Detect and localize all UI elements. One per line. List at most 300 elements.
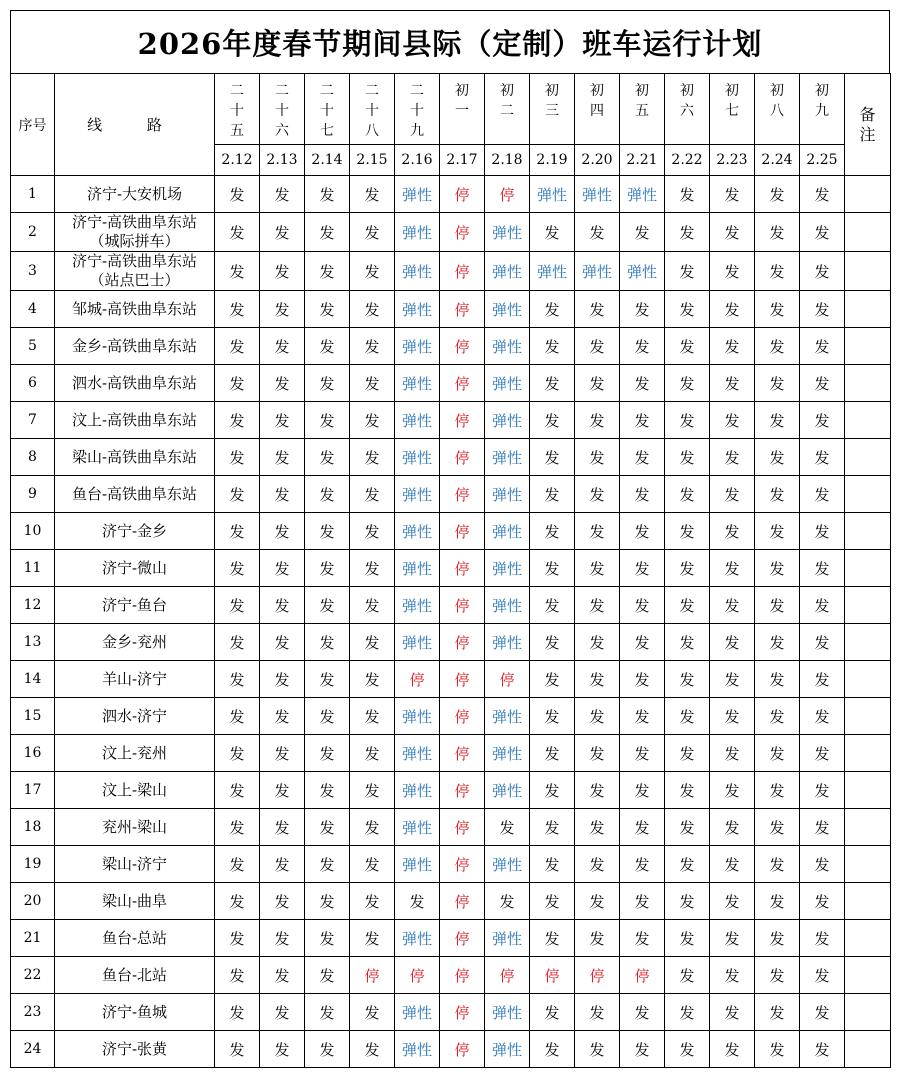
- status-cell: 发: [215, 698, 260, 735]
- row-number: 24: [11, 1031, 55, 1068]
- status-cell: 发: [260, 624, 305, 661]
- route-name: 梁山-济宁: [55, 846, 215, 883]
- row-number: 18: [11, 809, 55, 846]
- status-cell: 弹性: [485, 439, 530, 476]
- status-cell: 发: [620, 587, 665, 624]
- status-cell: 停: [440, 772, 485, 809]
- status-cell: 发: [800, 291, 845, 328]
- status-cell: 发: [665, 550, 710, 587]
- status-cell: 发: [755, 176, 800, 213]
- status-cell: 发: [215, 624, 260, 661]
- route-name: 金乡-高铁曲阜东站: [55, 328, 215, 365]
- header-date: 2.21: [620, 145, 665, 176]
- header-lunar-day: [575, 74, 620, 145]
- status-cell: 弹性: [395, 587, 440, 624]
- status-cell: 发: [800, 439, 845, 476]
- route-name: 邹城-高铁曲阜东站: [55, 291, 215, 328]
- status-cell: 发: [215, 176, 260, 213]
- status-cell: 弹性: [395, 624, 440, 661]
- status-cell: 发: [620, 476, 665, 513]
- status-cell: 停: [575, 957, 620, 994]
- status-cell: 停: [440, 1031, 485, 1068]
- status-cell: 停: [440, 994, 485, 1031]
- status-cell: 发: [530, 476, 575, 513]
- status-cell: 发: [710, 587, 755, 624]
- status-cell: 停: [530, 957, 575, 994]
- header-lunar-day: [530, 74, 575, 145]
- row-number: 12: [11, 587, 55, 624]
- status-cell: 发: [485, 883, 530, 920]
- status-cell: 发: [530, 883, 575, 920]
- row-number: 10: [11, 513, 55, 550]
- status-cell: 发: [800, 624, 845, 661]
- table-row: [11, 176, 891, 213]
- table-row: [11, 587, 891, 624]
- status-cell: 发: [665, 176, 710, 213]
- status-cell: 发: [530, 698, 575, 735]
- status-cell: 发: [215, 809, 260, 846]
- status-cell: 发: [710, 213, 755, 252]
- header-date: 2.18: [485, 145, 530, 176]
- row-number: 11: [11, 550, 55, 587]
- status-cell: 发: [800, 252, 845, 291]
- status-cell: 发: [665, 328, 710, 365]
- status-cell: 发: [620, 883, 665, 920]
- table-row: [11, 213, 891, 252]
- table-row: [11, 920, 891, 957]
- status-cell: 发: [620, 291, 665, 328]
- header-lunar-day: [665, 74, 710, 145]
- status-cell: 发: [620, 920, 665, 957]
- status-cell: 发: [260, 809, 305, 846]
- table-row: [11, 624, 891, 661]
- status-cell: 发: [260, 176, 305, 213]
- table-row: [11, 328, 891, 365]
- status-cell: 发: [800, 698, 845, 735]
- status-cell: 发: [620, 213, 665, 252]
- status-cell: 发: [665, 624, 710, 661]
- status-cell: 弹性: [620, 252, 665, 291]
- status-cell: 发: [305, 661, 350, 698]
- status-cell: 发: [575, 291, 620, 328]
- status-cell: 发: [305, 476, 350, 513]
- status-cell: 弹性: [485, 365, 530, 402]
- status-cell: 弹性: [485, 735, 530, 772]
- header-lunar-day: [755, 74, 800, 145]
- status-cell: 发: [710, 772, 755, 809]
- lunar-day-label: 二十六: [275, 83, 289, 139]
- status-cell: 发: [575, 883, 620, 920]
- status-cell: 发: [800, 1031, 845, 1068]
- status-cell: 发: [800, 809, 845, 846]
- status-cell: 发: [350, 735, 395, 772]
- status-cell: 停: [440, 213, 485, 252]
- status-cell: 发: [755, 213, 800, 252]
- status-cell: 停: [440, 587, 485, 624]
- table-row: [11, 402, 891, 439]
- status-cell: 发: [620, 698, 665, 735]
- status-cell: 发: [260, 698, 305, 735]
- status-cell: 发: [620, 1031, 665, 1068]
- status-cell: 发: [665, 291, 710, 328]
- header-date: 2.25: [800, 145, 845, 176]
- status-cell: 发: [620, 846, 665, 883]
- status-cell: 发: [215, 513, 260, 550]
- status-cell: 发: [530, 920, 575, 957]
- table-row: [11, 698, 891, 735]
- note-cell: [845, 513, 891, 550]
- status-cell: 发: [350, 1031, 395, 1068]
- row-number: 1: [11, 176, 55, 213]
- status-cell: 发: [620, 439, 665, 476]
- status-cell: 发: [800, 920, 845, 957]
- status-cell: 弹性: [395, 402, 440, 439]
- status-cell: 弹性: [395, 809, 440, 846]
- status-cell: 发: [215, 1031, 260, 1068]
- row-number: 7: [11, 402, 55, 439]
- status-cell: 弹性: [485, 1031, 530, 1068]
- status-cell: 发: [305, 176, 350, 213]
- status-cell: 发: [665, 698, 710, 735]
- status-cell: 发: [350, 661, 395, 698]
- status-cell: 发: [710, 476, 755, 513]
- header-lunar-day: [620, 74, 665, 145]
- header-date: 2.23: [710, 145, 755, 176]
- status-cell: 停: [440, 291, 485, 328]
- status-cell: 停: [440, 176, 485, 213]
- status-cell: 发: [260, 846, 305, 883]
- status-cell: 发: [665, 513, 710, 550]
- status-cell: 发: [755, 252, 800, 291]
- note-cell: [845, 846, 891, 883]
- status-cell: 弹性: [485, 513, 530, 550]
- status-cell: 停: [440, 624, 485, 661]
- status-cell: 发: [755, 476, 800, 513]
- status-cell: 发: [710, 698, 755, 735]
- status-cell: 弹性: [395, 176, 440, 213]
- table-row: [11, 994, 891, 1031]
- lunar-day-label: 二十七: [320, 83, 334, 139]
- row-number: 8: [11, 439, 55, 476]
- status-cell: 发: [350, 698, 395, 735]
- status-cell: 发: [755, 550, 800, 587]
- status-cell: 发: [530, 550, 575, 587]
- status-cell: 发: [665, 957, 710, 994]
- status-cell: 发: [755, 328, 800, 365]
- status-cell: 发: [305, 624, 350, 661]
- status-cell: 发: [575, 328, 620, 365]
- status-cell: 发: [350, 291, 395, 328]
- route-name: 羊山-济宁: [55, 661, 215, 698]
- status-cell: 发: [305, 920, 350, 957]
- table-row: [11, 513, 891, 550]
- route-name: 济宁-微山: [55, 550, 215, 587]
- header-lunar-day: [260, 74, 305, 145]
- status-cell: 弹性: [485, 624, 530, 661]
- status-cell: 发: [620, 365, 665, 402]
- status-cell: 弹性: [485, 252, 530, 291]
- table-row: [11, 365, 891, 402]
- note-cell: [845, 587, 891, 624]
- status-cell: 发: [350, 624, 395, 661]
- status-cell: 发: [305, 365, 350, 402]
- header-lunar-day: [800, 74, 845, 145]
- row-number: 23: [11, 994, 55, 1031]
- status-cell: 发: [575, 846, 620, 883]
- status-cell: 发: [260, 661, 305, 698]
- status-cell: 发: [260, 439, 305, 476]
- note-cell: [845, 550, 891, 587]
- status-cell: 发: [665, 213, 710, 252]
- status-cell: 发: [575, 661, 620, 698]
- note-cell: [845, 1031, 891, 1068]
- status-cell: 发: [215, 550, 260, 587]
- status-cell: 发: [800, 365, 845, 402]
- status-cell: 发: [755, 402, 800, 439]
- status-cell: 弹性: [395, 698, 440, 735]
- status-cell: 弹性: [395, 439, 440, 476]
- status-cell: 发: [710, 252, 755, 291]
- status-cell: 停: [440, 328, 485, 365]
- status-cell: 发: [530, 291, 575, 328]
- status-cell: 发: [755, 291, 800, 328]
- status-cell: 停: [440, 439, 485, 476]
- status-cell: 发: [800, 213, 845, 252]
- lunar-day-label: 初三: [545, 83, 559, 119]
- status-cell: 发: [710, 809, 755, 846]
- status-cell: 停: [440, 661, 485, 698]
- row-number: 19: [11, 846, 55, 883]
- status-cell: 发: [800, 883, 845, 920]
- note-cell: [845, 365, 891, 402]
- lunar-day-label: 二十九: [410, 83, 424, 139]
- status-cell: 停: [440, 402, 485, 439]
- table-row: [11, 846, 891, 883]
- status-cell: 发: [260, 1031, 305, 1068]
- status-cell: 发: [350, 402, 395, 439]
- status-cell: 发: [350, 439, 395, 476]
- lunar-day-label: 二十八: [365, 83, 379, 139]
- status-cell: 发: [530, 402, 575, 439]
- status-cell: 弹性: [395, 291, 440, 328]
- status-cell: 发: [215, 587, 260, 624]
- status-cell: 发: [620, 328, 665, 365]
- status-cell: 发: [755, 735, 800, 772]
- status-cell: 发: [260, 994, 305, 1031]
- status-cell: 发: [260, 772, 305, 809]
- table-row: [11, 809, 891, 846]
- status-cell: 发: [575, 698, 620, 735]
- status-cell: 发: [665, 809, 710, 846]
- table-row: [11, 252, 891, 291]
- status-cell: 发: [350, 213, 395, 252]
- status-cell: 发: [665, 252, 710, 291]
- status-cell: 发: [710, 365, 755, 402]
- status-cell: 发: [305, 957, 350, 994]
- lunar-day-label: 初六: [680, 83, 694, 119]
- status-cell: 发: [575, 365, 620, 402]
- status-cell: 停: [395, 957, 440, 994]
- note-cell: [845, 883, 891, 920]
- status-cell: 发: [305, 513, 350, 550]
- status-cell: 发: [530, 587, 575, 624]
- status-cell: 弹性: [395, 328, 440, 365]
- status-cell: 停: [440, 550, 485, 587]
- status-cell: 停: [395, 661, 440, 698]
- lunar-day-label: 初五: [635, 83, 649, 119]
- status-cell: 发: [350, 365, 395, 402]
- status-cell: 发: [755, 624, 800, 661]
- row-number: 9: [11, 476, 55, 513]
- row-number: 15: [11, 698, 55, 735]
- status-cell: 发: [755, 957, 800, 994]
- header-lunar-day: [440, 74, 485, 145]
- status-cell: 停: [440, 809, 485, 846]
- header-date: 2.19: [530, 145, 575, 176]
- status-cell: 发: [620, 809, 665, 846]
- status-cell: 发: [260, 735, 305, 772]
- row-number: 20: [11, 883, 55, 920]
- status-cell: 发: [215, 846, 260, 883]
- status-cell: 发: [530, 213, 575, 252]
- status-cell: 发: [620, 661, 665, 698]
- status-cell: 发: [575, 513, 620, 550]
- status-cell: 发: [710, 957, 755, 994]
- note-cell: [845, 476, 891, 513]
- status-cell: 发: [350, 883, 395, 920]
- status-cell: 发: [575, 476, 620, 513]
- status-cell: 发: [800, 550, 845, 587]
- status-cell: 弹性: [575, 176, 620, 213]
- status-cell: 发: [305, 328, 350, 365]
- status-cell: 发: [260, 883, 305, 920]
- status-cell: 发: [395, 883, 440, 920]
- status-cell: 发: [710, 550, 755, 587]
- status-cell: 弹性: [530, 176, 575, 213]
- status-cell: 发: [305, 252, 350, 291]
- status-cell: 弹性: [485, 328, 530, 365]
- status-cell: 发: [710, 328, 755, 365]
- lunar-day-label: 初九: [815, 83, 829, 119]
- status-cell: 停: [440, 252, 485, 291]
- status-cell: 发: [575, 772, 620, 809]
- header-note: [845, 74, 891, 176]
- status-cell: 发: [530, 994, 575, 1031]
- status-cell: 发: [755, 513, 800, 550]
- status-cell: 弹性: [395, 476, 440, 513]
- route-name: 济宁-金乡: [55, 513, 215, 550]
- status-cell: 发: [710, 291, 755, 328]
- status-cell: 发: [620, 735, 665, 772]
- status-cell: 停: [620, 957, 665, 994]
- status-cell: 停: [440, 883, 485, 920]
- status-cell: 发: [665, 476, 710, 513]
- status-cell: 发: [350, 920, 395, 957]
- note-cell: [845, 252, 891, 291]
- status-cell: 发: [260, 328, 305, 365]
- route-name: 梁山-曲阜: [55, 883, 215, 920]
- status-cell: 发: [215, 735, 260, 772]
- status-cell: 弹性: [395, 735, 440, 772]
- status-cell: 弹性: [485, 994, 530, 1031]
- table-row: [11, 772, 891, 809]
- status-cell: 弹性: [530, 252, 575, 291]
- table-row: [11, 550, 891, 587]
- status-cell: 发: [215, 957, 260, 994]
- status-cell: 发: [305, 402, 350, 439]
- status-cell: 发: [710, 513, 755, 550]
- header-lunar-day: [305, 74, 350, 145]
- status-cell: 发: [710, 439, 755, 476]
- status-cell: 发: [755, 846, 800, 883]
- schedule-body: [11, 176, 891, 1068]
- status-cell: 发: [305, 291, 350, 328]
- status-cell: 发: [305, 1031, 350, 1068]
- status-cell: 发: [800, 957, 845, 994]
- status-cell: 发: [710, 883, 755, 920]
- lunar-day-label: 初四: [590, 83, 604, 119]
- status-cell: 发: [530, 328, 575, 365]
- status-cell: 发: [530, 661, 575, 698]
- status-cell: 发: [575, 624, 620, 661]
- status-cell: 发: [215, 365, 260, 402]
- note-cell: [845, 624, 891, 661]
- status-cell: 发: [710, 176, 755, 213]
- status-cell: 弹性: [395, 1031, 440, 1068]
- status-cell: 发: [530, 846, 575, 883]
- status-cell: 停: [440, 698, 485, 735]
- page-title: 2026年度春节期间县际（定制）班车运行计划: [10, 10, 890, 74]
- note-cell: [845, 920, 891, 957]
- route-name: 济宁-高铁曲阜东站 （站点巴士）: [55, 252, 215, 291]
- note-cell: [845, 176, 891, 213]
- note-cell: [845, 957, 891, 994]
- row-number: 21: [11, 920, 55, 957]
- note-cell: [845, 439, 891, 476]
- status-cell: 发: [305, 883, 350, 920]
- route-name: 鱼台-总站: [55, 920, 215, 957]
- status-cell: 发: [260, 513, 305, 550]
- status-cell: 发: [665, 920, 710, 957]
- status-cell: 停: [440, 476, 485, 513]
- route-name: 兖州-梁山: [55, 809, 215, 846]
- status-cell: 发: [575, 735, 620, 772]
- status-cell: 发: [575, 920, 620, 957]
- header-lunar-day: [485, 74, 530, 145]
- status-cell: 发: [755, 809, 800, 846]
- status-cell: 发: [755, 772, 800, 809]
- header-date: 2.16: [395, 145, 440, 176]
- status-cell: 停: [440, 735, 485, 772]
- status-cell: 发: [215, 439, 260, 476]
- status-cell: 发: [800, 772, 845, 809]
- status-cell: 弹性: [575, 252, 620, 291]
- header-date: 2.22: [665, 145, 710, 176]
- status-cell: 发: [575, 402, 620, 439]
- table-row: [11, 291, 891, 328]
- status-cell: 发: [665, 883, 710, 920]
- status-cell: 发: [800, 661, 845, 698]
- status-cell: 发: [710, 735, 755, 772]
- status-cell: 发: [710, 994, 755, 1031]
- route-name: 汶上-高铁曲阜东站: [55, 402, 215, 439]
- status-cell: 发: [710, 920, 755, 957]
- header-date: 2.15: [350, 145, 395, 176]
- table-row: [11, 476, 891, 513]
- status-cell: 发: [800, 402, 845, 439]
- note-cell: [845, 213, 891, 252]
- lunar-day-label: 初八: [770, 83, 784, 119]
